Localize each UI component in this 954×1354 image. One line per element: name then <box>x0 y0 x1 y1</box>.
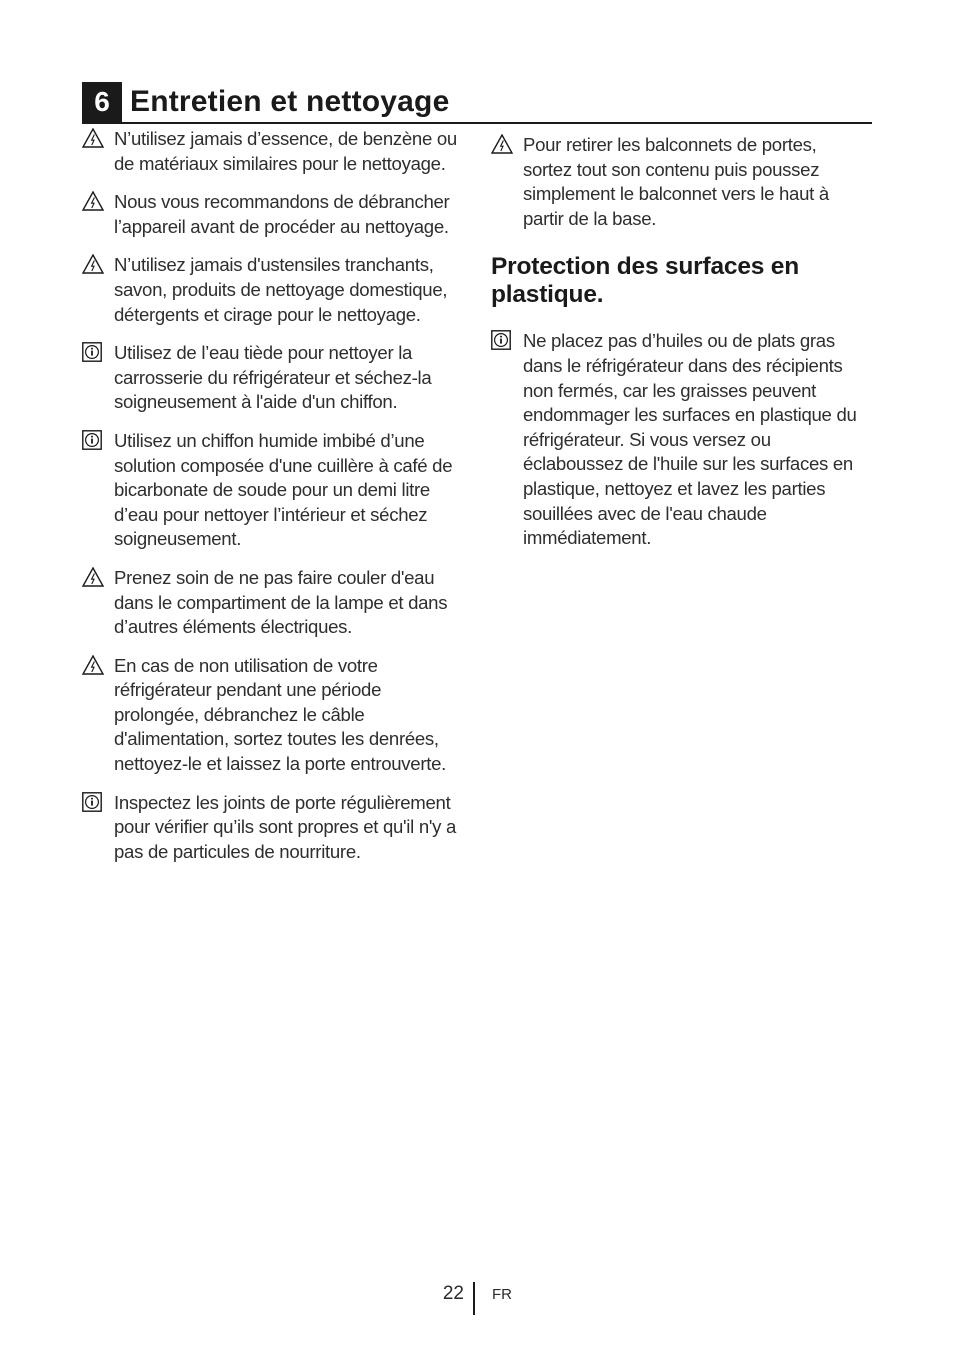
warning-note <box>491 133 861 231</box>
language-code: FR <box>492 1286 512 1303</box>
page-footer <box>0 1282 954 1316</box>
chapter-title: Entretien et nettoyage <box>130 85 450 118</box>
warning-icon <box>82 254 114 276</box>
warning-note <box>82 566 466 640</box>
info-note <box>82 341 466 415</box>
info-icon <box>82 792 114 814</box>
warning-icon <box>82 128 114 150</box>
warning-icon <box>491 134 523 156</box>
warning-note <box>82 190 466 239</box>
note-text: N’utilisez jamais d’essence, de benzène ou de matériaux similaires pour le nettoyage. <box>114 128 457 174</box>
warning-note <box>82 253 466 327</box>
warning-icon <box>82 191 114 213</box>
warning-note <box>82 127 466 176</box>
note-text: Inspectez les joints de porte régulièrement pour vérifier qu’ils sont propres et qu'il n'y a pas de particules de nourriture. <box>114 791 457 862</box>
note-text: Ne placez pas d’huiles ou de plats gras dans le réfrigérateur dans des récipients non fermés, car les graisses peuvent endommager les surfaces en plastique du réfrigérateur. Si vous versez ou éclaboussez de l'huile sur les surfaces en plastique, nettoyez et lavez les parties souillées avec de l'eau chaude immédiatement. <box>523 330 857 549</box>
info-icon <box>491 330 523 352</box>
section-heading: Protection des surfaces en plastique. <box>491 253 799 309</box>
note-text: Nous vous recommandons de débrancher l’appareil avant de procéder au nettoyage. <box>114 191 450 237</box>
note-text: Utilisez un chiffon humide imbibé d’une solution composée d'une cuillère à café de bicarbonate de soude pour un demi litre d’eau pour nettoyer l’intérieur et séchez soigneusement. <box>114 429 453 550</box>
warning-icon <box>82 567 114 589</box>
chapter-number: 6 <box>82 82 122 122</box>
chapter-header <box>82 82 872 124</box>
note-text: Utilisez de l’eau tiède pour nettoyer la carrosserie du réfrigérateur et séchez-la soigneusement à l'aide d'un chiffon. <box>114 342 432 413</box>
info-note <box>82 429 466 552</box>
note-text: En cas de non utilisation de votre réfrigérateur pendant une période prolongée, débranchez le câble d'alimentation, sortez toutes les denrées, nettoyez-le et laissez la porte entrouverte. <box>114 654 447 775</box>
note-text: N’utilisez jamais d'ustensiles tranchants, savon, produits de nettoyage domestique, détergents et cirage pour le nettoyage. <box>114 254 448 325</box>
warning-note <box>82 654 466 777</box>
right-column <box>491 133 861 565</box>
info-icon <box>82 430 114 452</box>
footer-divider <box>473 1282 475 1315</box>
info-note <box>82 791 466 865</box>
info-note <box>491 329 861 550</box>
page-number: 22 <box>442 1283 464 1304</box>
warning-icon <box>82 655 114 677</box>
info-icon <box>82 342 114 364</box>
note-text: Prenez soin de ne pas faire couler d'eau dans le compartiment de la lampe et dans d’autres éléments électriques. <box>114 566 448 638</box>
left-column <box>82 127 466 878</box>
note-text: Pour retirer les balconnets de portes, sortez tout son contenu puis poussez simplement le balconnet vers le haut à partir de la base. <box>523 134 829 229</box>
